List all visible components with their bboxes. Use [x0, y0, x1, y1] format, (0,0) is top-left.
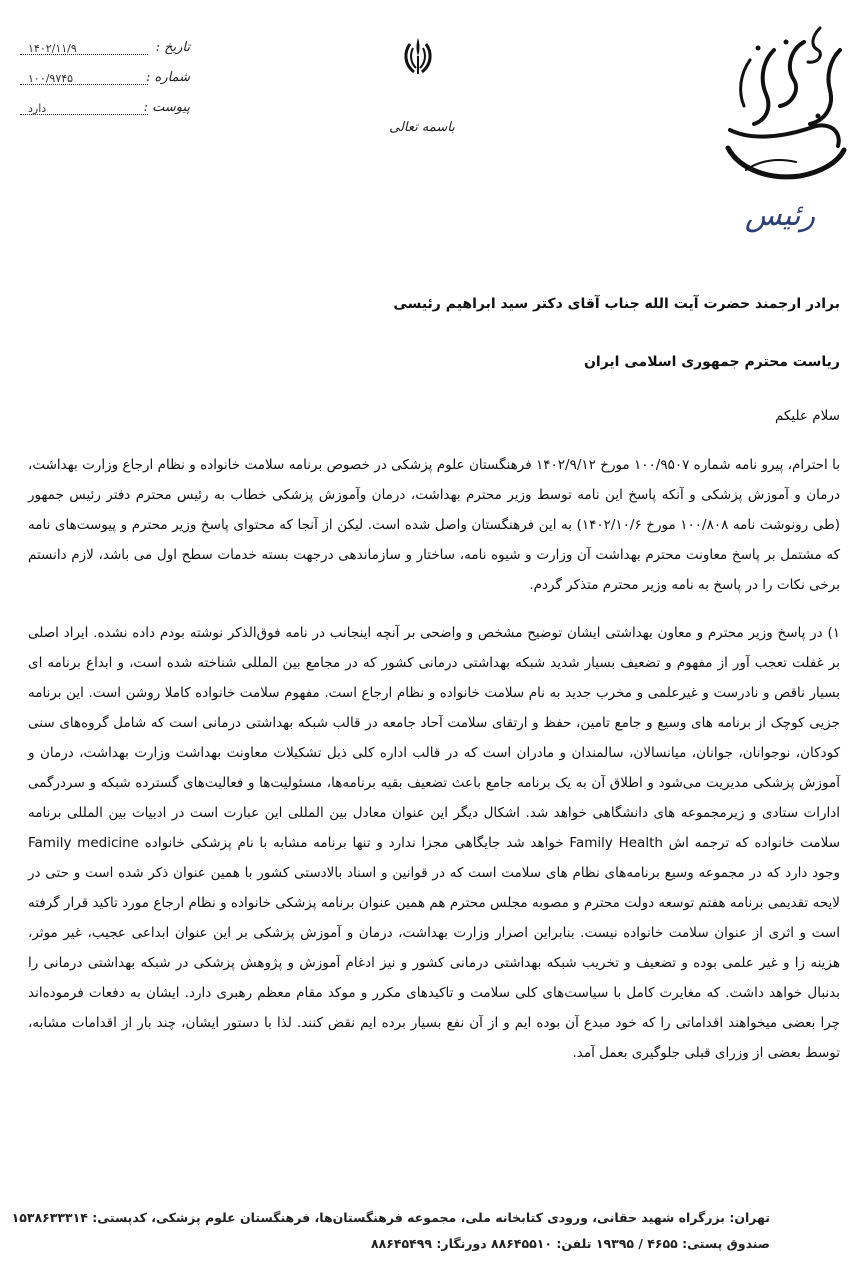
number-row — [20, 70, 190, 100]
org-title: رئیس — [744, 198, 816, 233]
paragraph-intro: با احترام، پیرو نامه شماره ۱۰۰/۹۵۰۷ مورخ ۱۴۰۲/۹/۱۲ فرهنگستان علوم پزشکی در خصوص برنامه سلامت خانواده و نظام ارجاع وزارت بهداشت، درمان و آموزش پزشکی و آنکه پاسخ این نامه توسط وزیر محترم بهداشت، درمان وآموزش پزشکی خطاب به رئیس محترم دفتر رئیس جمهور (طی رونوشت نامه ۱۰۰/۸۰۸ مورخ ۱۴۰۲/۱۰/۶) به این فرهنگستان واصل شده است. لیکن از آنجا که محتوای پاسخ وزیر محترم و پیوست‌های نامه که مشتمل بر پاسخ معاونت محترم بهداشت آن وزارت و شیوه نامه، ساختار و سازماندهی درجهت بسته خدمات سطح اول می باشد، لازم دانستم برخی نکات را در پاسخ به نامه وزیر محترم متذکر گردم. — [28, 457, 840, 593]
recipient-title: ریاست محترم جمهوری اسلامی ایران — [583, 354, 840, 370]
date-value: ۱۴۰۲/۱۱/۹ — [28, 42, 77, 55]
date-label: تاریخ : — [155, 40, 190, 55]
attachment-label: پیوست : — [143, 100, 190, 115]
attachment-row — [20, 100, 190, 130]
attachment-value: دارد — [28, 102, 47, 115]
number-label: شماره : — [146, 70, 190, 85]
footer-contact-line: صندوق پستی: ۴۶۵۵ / ۱۹۳۹۵ تلفن: ۸۸۶۴۵۵۱۰ دورنگار: ۸۸۶۴۵۴۹۹ — [371, 1236, 770, 1251]
footer-address — [11, 1205, 770, 1257]
paragraph-point-1: ۱) در پاسخ وزیر محترم و معاون بهداشتی ایشان توضیح مشخص و واضحی بر آنچه اینجانب در نامه فوق‌الذکر نوشته بودم داده نشده. ایراد اصلی بر غفلت تعجب آور از مفهوم و تضعیف بسیار شدید شبکه بهداشتی درمانی کشور که در مجامع بین المللی شناخته شده است، و ابداع برنامه ای بسیار ناقص و نادرست و غیرعلمی و مخرب جدید به نام سلامت خانواده و نظام ارجاع است. مفهوم سلامت خانواده کاملا روشن است. این برنامه جزیی کوچک از برنامه های وسیع و جامع تامین، حفظ و ارتقای سلامت آحاد جامعه در قالب شبکه بهداشتی درمانی است که شامل گروه‌های سنی کودکان، نوجوانان، جوانان، میانسالان، سالمندان و مادران است که در قالب اداره کلی ذیل تشکیلات معاونت بهداشت وزارت بهداشت، درمان و آموزش پزشکی مدیریت می‌شود و اطلاق آن به یک برنامه جامع باعث تضعیف بقیه برنامه‌ها، مسئولیت‌ها و فعالیت‌های گسترده شبکه و سردرگمی ادارات ستادی و زیرمجموعه های دانشگاهی خواهد شد. اشکال دیگر این عنوان معادل بین المللی این عبارت است در ادبیات بین المللی برنامه سلامت خانواده که ترجمه اش Family Health خواهد شد جایگاهی مجزا ندارد و تنها برنامه مشابه با نام پزشکی خانواده Family medicine وجود دارد که در مجموعه وسیع برنامه‌های نظام های سلامت است که در قوانین و اسناد بالادستی کشور با همین عنوان ذکر شده است و حتی در لایحه تقدیمی برنامه هفتم توسعه دولت محترم و مصوبه مجلس محترم هم همین عنوان برنامه پزشکی خانواده و نظام ارجاع مورد تاکید قرار گرفته است و اثری از عنوان سلامت خانواده نیست. بنابراین اصرار وزارت بهداشت، درمان و آموزش پزشکی بر این عنوان ابداعی عجیب، غیر موثر، هزینه زا و غیر علمی بوده و تضعیف و تخریب شبکه بهداشتی درمانی کشور و نیز ادغام آموزش و پژوهش پزشکی در شبکه بهداشتی درمانی را بدنبال خواهد داشت. که مغایرت کامل با سیاست‌های کلی سلامت و تاکیدهای مکرر و موکد مقام معظم رهبری دارد. ایشان به دفعات فرموده‌اند چرا بعضی میخواهند اقداماتی را که خود مبدع آن بوده ایم و از آن نفع بسیار برده ایم نقض کنند. لذا با دستور ایشان، چند بار از اقدامات مشابه، توسط بعضی از وزرای قبلی جلوگیری بعمل آمد. — [28, 625, 841, 1061]
letter-meta — [20, 40, 190, 130]
number-value: ۱۰۰/۹۷۴۵ — [28, 72, 74, 85]
date-row — [20, 40, 190, 70]
bism-heading: باسمه تعالی — [389, 120, 455, 135]
footer-address-line: تهران: بزرگراه شهید حقانی، ورودی کتابخانه ملی، مجموعه فرهنگستان‌ها، فرهنگستان علوم پزشکی، کدپستی: ۱۵۳۸۶۳۳۳۱۴ — [11, 1210, 770, 1225]
emblem-icon — [396, 34, 440, 78]
letter-body — [28, 294, 840, 1068]
greeting: سلام علیکم — [774, 408, 840, 424]
recipient-name: برادر ارجمند حضرت آیت الله جناب آقای دکتر سید ابراهیم رئیسی — [393, 296, 840, 312]
calligraphy-logo — [700, 20, 850, 190]
